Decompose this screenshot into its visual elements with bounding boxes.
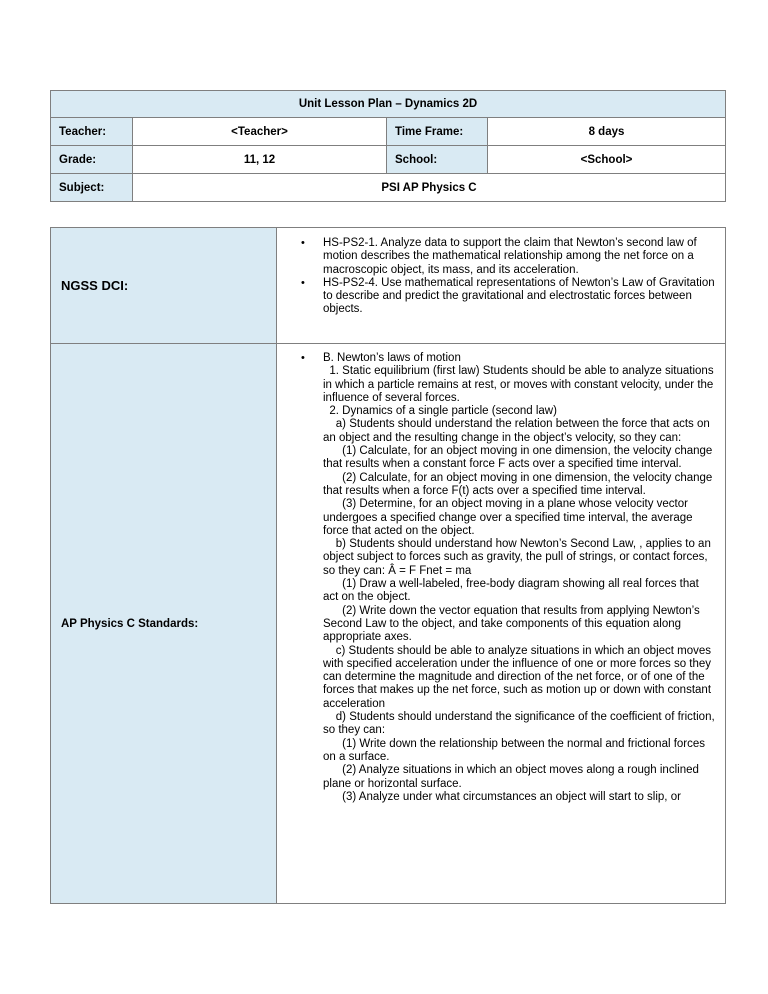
subject-label: Subject: (51, 174, 133, 202)
grade-value: 11, 12 (133, 146, 387, 174)
grade-label: Grade: (51, 146, 133, 174)
school-value: <School> (488, 146, 726, 174)
ap-label: AP Physics C Standards: (61, 617, 199, 630)
ap-list (277, 352, 725, 804)
teacher-value: <Teacher> (133, 118, 387, 146)
school-label: School: (387, 146, 488, 174)
ap-content (277, 344, 726, 904)
ngss-label-cell (51, 228, 277, 344)
ngss-list (277, 237, 725, 317)
document-title: Unit Lesson Plan – Dynamics 2D (51, 91, 726, 118)
ngss-item: • HS-PS2-4. Use mathematical representations of Newton’s Law of Gravitation to describe and predict the gravitational and electrostatic forces between objects. (277, 277, 725, 317)
header-table (50, 90, 726, 202)
subject-value: PSI AP Physics C (133, 174, 726, 202)
ngss-item: • HS-PS2-1. Analyze data to support the claim that Newton’s second law of motion describes the mathematical relationship among the net force on a macroscopic object, its mass, and its acceleration. (277, 237, 725, 277)
ap-item: • B. Newton’s laws of motion 1. Static equilibrium (first law) Students should be able to analyze situations in which a particle remains at rest, or moves with constant velocity, under the influence of several forces. 2. Dynamics of a single particle (second law) a) Students should understand the relation between the force that acts on an object and the resulting change in the object’s velocity, so they can: (1) Calculate, for an object moving in one dimension, the velocity change that results when a constant force F acts over a specified time interval. (2) Calculate, for an object moving in one dimension, the velocity change that results when a force F(t) acts over a specified time interval. (3) Determine, for an object moving in a plane whose velocity vector undergoes a specified change over a specified time interval, the average force that acted on the object. b) Students should understand how Newton’s Second Law, , applies to an object subject to forces such as gravity, the pull of strings, or contact forces, so they can: Â = F Fnet = ma (1) Draw a well-labeled, free-body diagram showing all real forces that act on the object. (2) Write down the vector equation that results from applying Newton’s Second Law to the object, and take components of this equation along appropriate axes. c) Students should be able to analyze situations in which an object moves with specified acceleration under the influence of one or more forces so they can determine the magnitude and direction of the net force, or of one of the forces that makes up the net force, such as motion up or down with constant acceleration d) Students should understand the significance of the coefficient of friction, so they can: (1) Write down the relationship between the normal and frictional forces on a surface. (2) Analyze situations in which an object moves along a rough inclined plane or horizontal surface. (3) Analyze under what circumstances an object will start to slip, or (277, 352, 725, 804)
teacher-label: Teacher: (51, 118, 133, 146)
timeframe-value: 8 days (488, 118, 726, 146)
ap-label-cell (51, 344, 277, 904)
ngss-content (277, 228, 726, 344)
timeframe-label: Time Frame: (387, 118, 488, 146)
ngss-label: NGSS DCI: (61, 278, 129, 293)
standards-table (50, 227, 726, 904)
